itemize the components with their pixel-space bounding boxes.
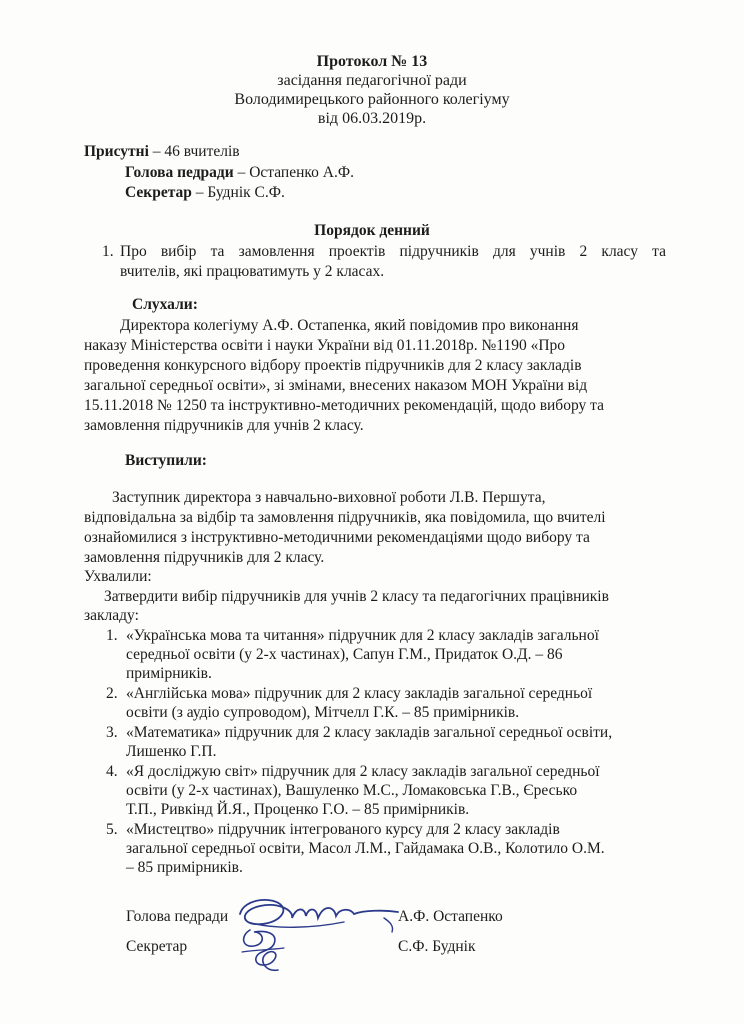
spoke-line: відповідальна за відбір та замовлення підручників, яка повідомила, що вчителі: [84, 509, 606, 526]
protocol-title: Протокол № 13: [316, 53, 428, 70]
signature-secretary-name: С.Ф. Буднік: [398, 938, 476, 955]
resolved-item-number: 3.: [106, 724, 118, 741]
resolved-intro-line: Затвердити вибір підручників для учнів 2 класу та педагогічних працівників: [104, 588, 609, 605]
resolved-item-line: «Математика» підручник для 2 класу закладів загальної середньої освіти,: [126, 724, 613, 741]
secretary-label: Секретар: [125, 184, 192, 201]
signature-chair-name: А.Ф. Остапенко: [398, 908, 503, 925]
secretary-line: [125, 183, 285, 203]
spoke-line: Заступник директора з навчально-виховної роботи Л.В. Першута,: [112, 489, 546, 506]
resolved-item-number: 4.: [106, 763, 118, 780]
secretary-signature-image: [234, 920, 294, 978]
resolved-item-line: середньої освіти (у 2-х частинах), Сапун Г.М., Придаток О.Д. – 86: [126, 646, 563, 663]
spoke-line: замовлення підручників для 2 класу.: [84, 549, 325, 566]
heard-line: замовлення підручників для учнів 2 класу.: [84, 417, 364, 434]
agenda-item-line-2: вчителів, які працюватимуть у 2 класах.: [120, 263, 385, 280]
resolved-intro-line: закладу:: [84, 607, 139, 624]
heard-line: загальної середньої освіти», зі змінами, внесених наказом МОН України від: [84, 377, 588, 394]
heard-label: Слухали:: [132, 296, 198, 313]
resolved-item-line: Т.П., Ривкінд Й.Я., Проценко Г.О. – 85 примірників.: [126, 801, 470, 818]
resolved-item-line: «Мистецтво» підручник інтегрованого курсу для 2 класу закладів: [126, 821, 560, 838]
agenda-item-line-1: Про вибір та замовлення проектів підручників для учнів 2 класу та: [120, 243, 666, 260]
heard-line: наказу Міністерства освіти і науки України від 01.11.2018р. №1190 «Про: [84, 337, 566, 354]
resolved-item-line: освіти (у 2-х частинах), Вашуленко М.С., Ломаковська Г.В., Єресько: [126, 782, 578, 799]
spoke-label: Виступили:: [125, 452, 207, 469]
heard-line: Директора колегіуму А.Ф. Остапенка, який повідомив про виконання: [120, 317, 579, 334]
header-line-2: засідання педагогічної ради: [277, 72, 467, 89]
resolved-item-line: загальної середньої освіти, Масол Л.М., Гайдамака О.В., Колотило О.М.: [126, 840, 605, 857]
header-line-3: Володимирецького районного колегіуму: [234, 91, 510, 108]
present-line: [84, 142, 240, 162]
resolved-item-line: освіти (з аудіо супроводом), Мітчелл Г.К. – 85 примірників.: [126, 704, 520, 721]
heard-line: 15.11.2018 № 1250 та інструктивно-методичних рекомендацій, щодо вибору та: [84, 397, 604, 414]
agenda-title: Порядок денний: [314, 222, 430, 239]
resolved-item-line: «Англійська мова» підручник для 2 класу закладів загальної середньої: [126, 685, 593, 702]
signature-secretary-label: Секретар: [126, 938, 188, 955]
resolved-item-number: 2.: [106, 685, 118, 702]
header-line-4: від 06.03.2019р.: [317, 110, 427, 127]
resolved-item-line: «Українська мова та читання» підручник для 2 класу закладів загальної: [126, 627, 599, 644]
resolved-item-number: 1.: [106, 627, 118, 644]
resolved-item-number: 5.: [106, 821, 118, 838]
present-label: Присутні: [84, 143, 149, 160]
chair-line: [125, 163, 354, 183]
resolved-label: Ухвалили:: [84, 568, 152, 585]
spoke-line: ознайомилися з інструктивно-методичними рекомендаціями щодо вибору та: [84, 529, 590, 546]
agenda-item-number: 1.: [102, 243, 114, 260]
heard-line: проведення конкурсного відбору проектів підручників для 2 класу закладів: [84, 357, 582, 374]
present-value: – 46 вчителів: [148, 143, 240, 160]
resolved-item-line: «Я досліджую світ» підручник для 2 класу закладів загальної середньої: [126, 763, 600, 780]
resolved-item-line: – 85 примірників.: [126, 859, 243, 876]
chair-value: – Остапенко А.Ф.: [233, 164, 354, 181]
resolved-item-line: Лишенко Г.П.: [126, 743, 217, 760]
signature-chair-label: Голова педради: [126, 908, 229, 925]
chair-label: Голова педради: [125, 164, 234, 181]
secretary-value: – Буднік С.Ф.: [191, 184, 285, 201]
resolved-item-line: примірників.: [126, 665, 212, 682]
